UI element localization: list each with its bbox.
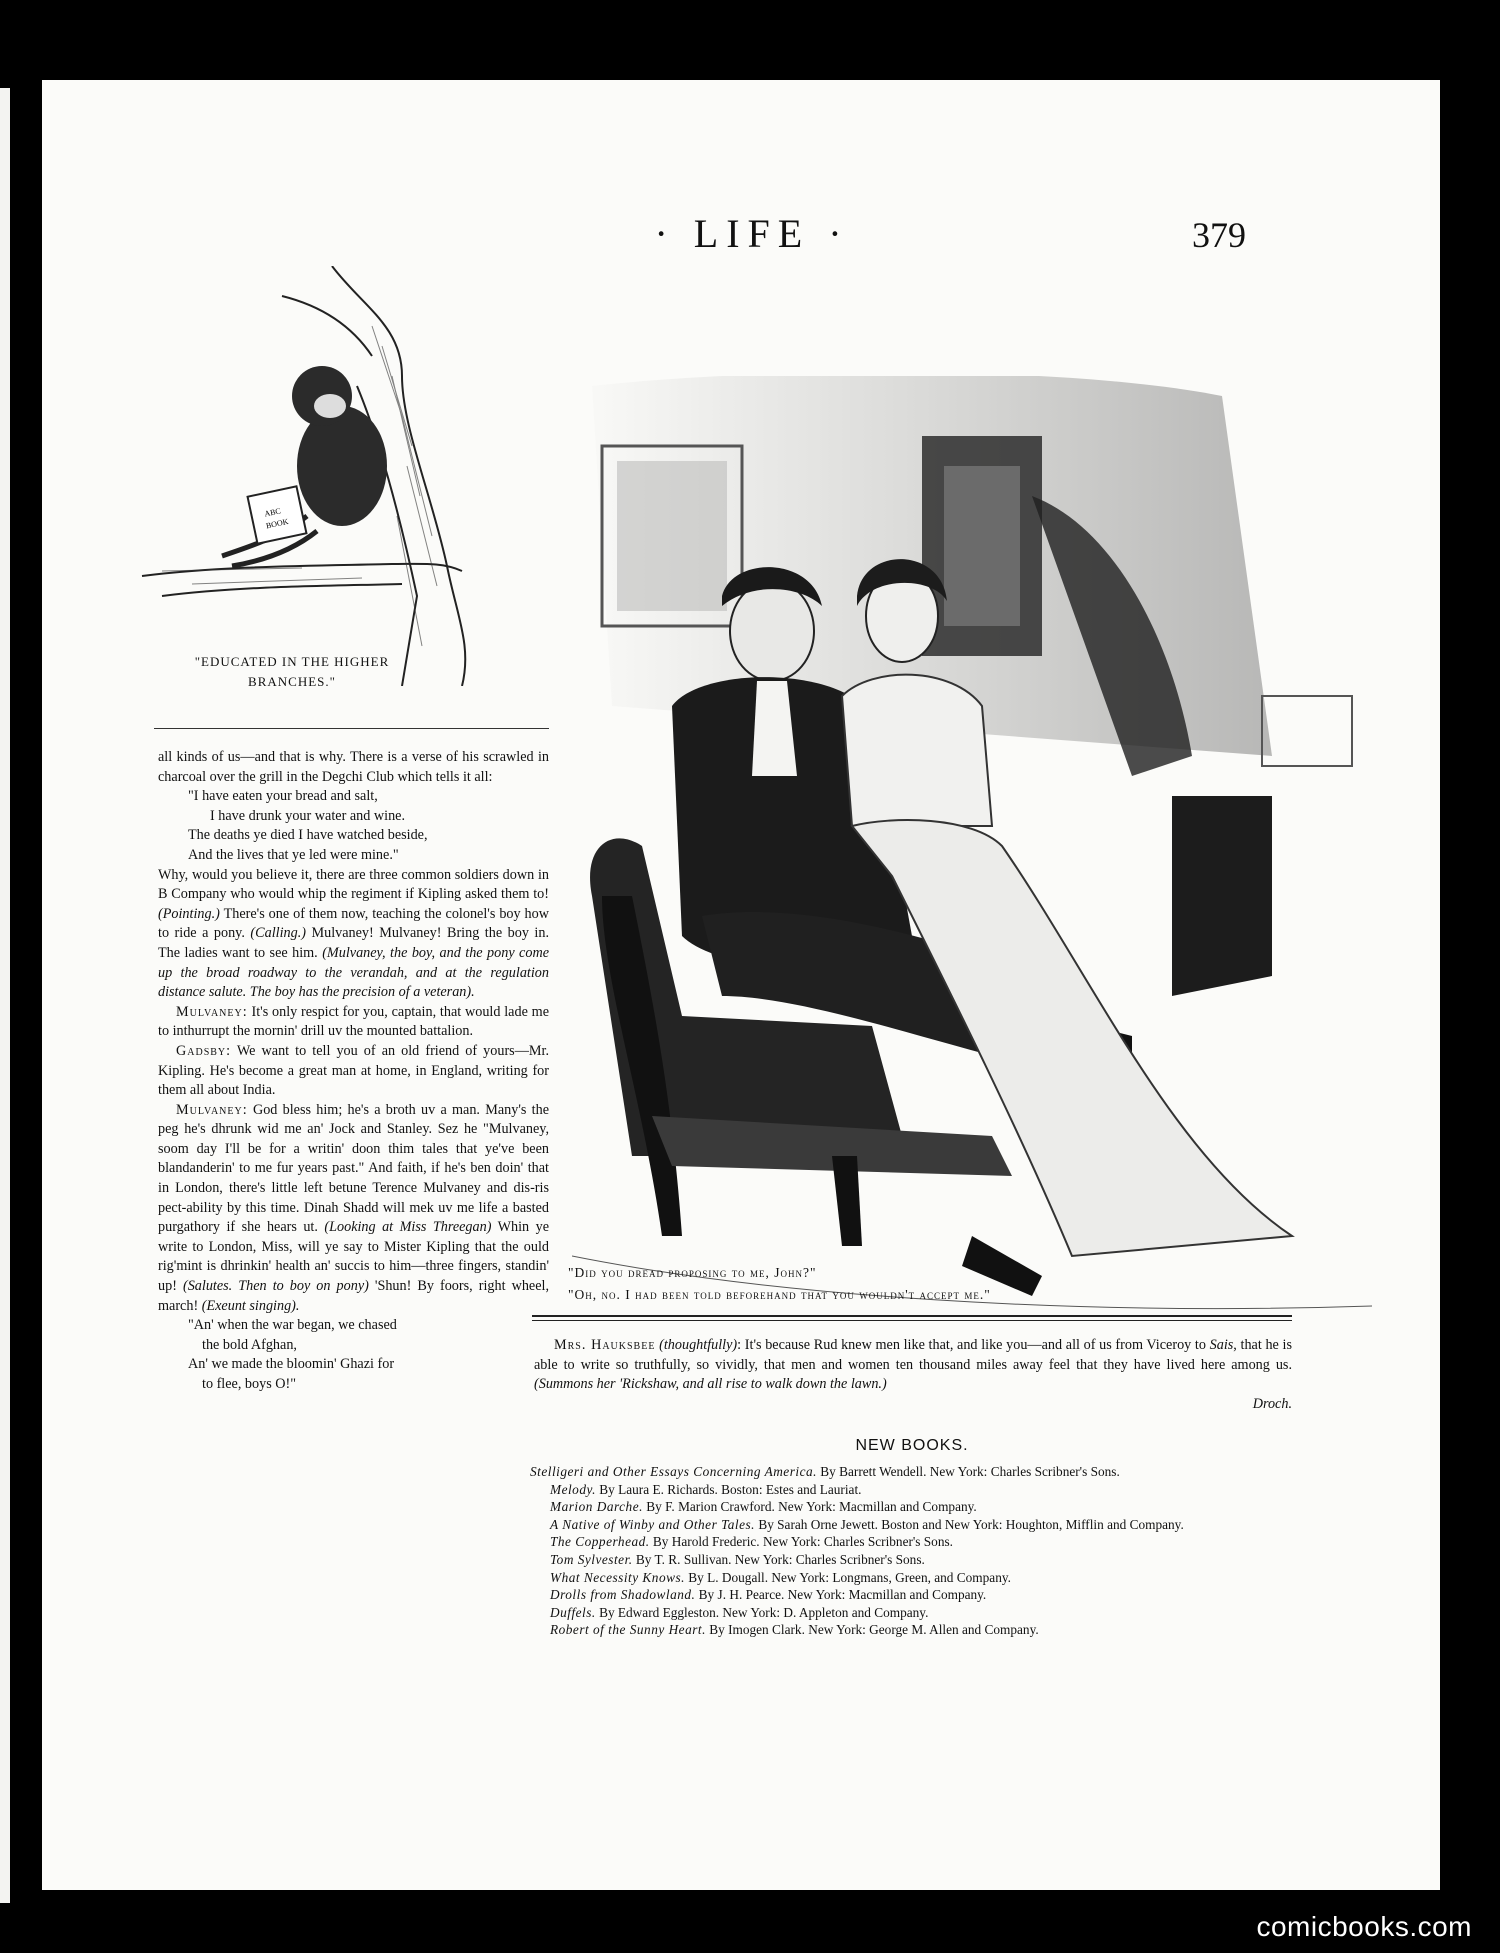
masthead-title: · LIFE · [654,211,850,256]
author-signature: Droch. [1252,1395,1292,1412]
column-rule [154,728,549,729]
section-rule-thin [532,1320,1292,1321]
book-entry: Stelligeri and Other Essays Concerning America. By Barrett Wendell. New York: Charles Scribner's Sons. [530,1464,1120,1479]
book-entry: Drolls from Shadowland. By J. H. Pearce. New York: Macmillan and Company. [550,1587,987,1603]
new-books-heading: NEW BOOKS. [855,1437,969,1454]
dialogue-paragraph: Mulvaney: God bless him; he's a broth uv a man. Many's the peg he's dhrunk wid me an' Jock and Stanley. Sez he "Mulvaney, soom day I'll be for a writin' doon thim tales that ye've been blandanderin' to me fur years past." And faith, if he's ben doin' that in London, there's little left betune Terence Mulvaney and dis-ris pect-ability by this time. Dinah Shadd will mek uv me life a basted purgathory if she hears ut. (Looking at Miss Threegan) Whin ye write to London, Miss, will ye say to Mister Kipling that the ould rig'mint is dhrinkin' health an' succis to him—three fingers, standin' up! (Salutes. Then to boy on pony) 'Shun! By foors, right wheel, march! (Exeunt singing). [158,1101,550,1314]
page-number: 379 [1192,215,1246,255]
book-entry: Duffels. By Edward Eggleston. New York: D. Appleton and Company. [550,1604,929,1620]
new-books-list [530,1463,1294,1639]
monkey-figure [222,366,387,566]
illustration-caption: "Did you dread proposing to me, John?" "Oh, no. I had been told beforehand that you wouldn't accept me." [568,1265,991,1302]
verse-line: And the lives that ye led were mine." [188,846,399,863]
verse-line: The deaths ye died I have watched beside, [188,827,428,844]
couple-on-settee-illustration [572,376,1392,1336]
cabinet [1172,796,1272,996]
dialogue-paragraph: Mulvaney: It's only respict for you, captain, that would lade me to inthurrupt the mornin' drill uv the mounted battalion. [158,1003,549,1040]
cartoon-caption: "EDUCATED IN THE HIGHER BRANCHES." [194,654,390,689]
closing-paragraph: Mrs. Hauksbee (thoughtfully): It's because Rud knew men like that, and like you—and all of us from Viceroy to Sais, that he is able to write so truthfully, so vividly, that men and women ten thousand miles away feel that they have lived here among us. (Summons her 'Rickshaw, and all rise to walk down the lawn.) Droch. [534,1336,1292,1414]
song-line: An' we made the bloomin' Ghazi for [188,1356,395,1373]
paragraph: Why, would you believe it, there are three common soldiers down in B Company who would whip the regiment if Kipling asked them to! (Pointing.) There's one of them now, teaching the colonel's boy how to ride a pony. (Calling.) Mulvaney! Mulvaney! Bring the boy in. The ladies want to see him. (Mulvaney, the boy, and the pony come up the broad roadway to the verandah, and at the regulation distance salute. The boy has the precision of a veteran). [158,866,550,1001]
song-line: to flee, boys O!" [202,1376,297,1392]
svg-text:BOOK: BOOK [265,516,290,531]
book-entry: Melody. By Laura E. Richards. Boston: Estes and Lauriat. [550,1481,862,1497]
monkey-in-tree-cartoon [102,266,542,686]
previous-page-edge [0,88,10,1903]
dialogue-paragraph: Gadsby: We want to tell you of an old friend of yours—Mr. Kipling. He's become a great man at home, in England, writing for them all about India. [158,1042,549,1099]
song-line: the bold Afghan, [202,1336,297,1353]
paragraph: all kinds of us—and that is why. There is a verse of his scrawled in charcoal over the grill in the Degchi Club which tells it all: [158,749,549,785]
left-text-column [158,748,549,1395]
svg-text:ABC: ABC [263,506,282,519]
book-entry: What Necessity Knows. By L. Dougall. New York: Longmans, Green, and Company. [550,1569,1011,1585]
book-entry: Marion Darche. By F. Marion Crawford. New York: Macmillan and Company. [550,1499,977,1515]
verse-line: "I have eaten your bread and salt, [188,788,378,805]
book-entry: Tom Sylvester. By T. R. Sullivan. New York: Charles Scribner's Sons. [550,1551,925,1567]
book-entry: A Native of Winby and Other Tales. By Sarah Orne Jewett. Boston and New York: Houghton, Mifflin and Company. [550,1516,1184,1532]
site-watermark: comicbooks.com [1256,1911,1472,1942]
section-rule [532,1315,1292,1317]
song-line: "An' when the war began, we chased [188,1317,397,1334]
magazine-page [42,80,1440,1890]
book-entry: The Copperhead. By Harold Frederic. New York: Charles Scribner's Sons. [550,1534,953,1550]
abc-book [248,486,307,543]
verse-line: I have drunk your water and wine. [210,807,406,824]
book-entry: Robert of the Sunny Heart. By Imogen Clark. New York: George M. Allen and Company. [550,1622,1039,1638]
